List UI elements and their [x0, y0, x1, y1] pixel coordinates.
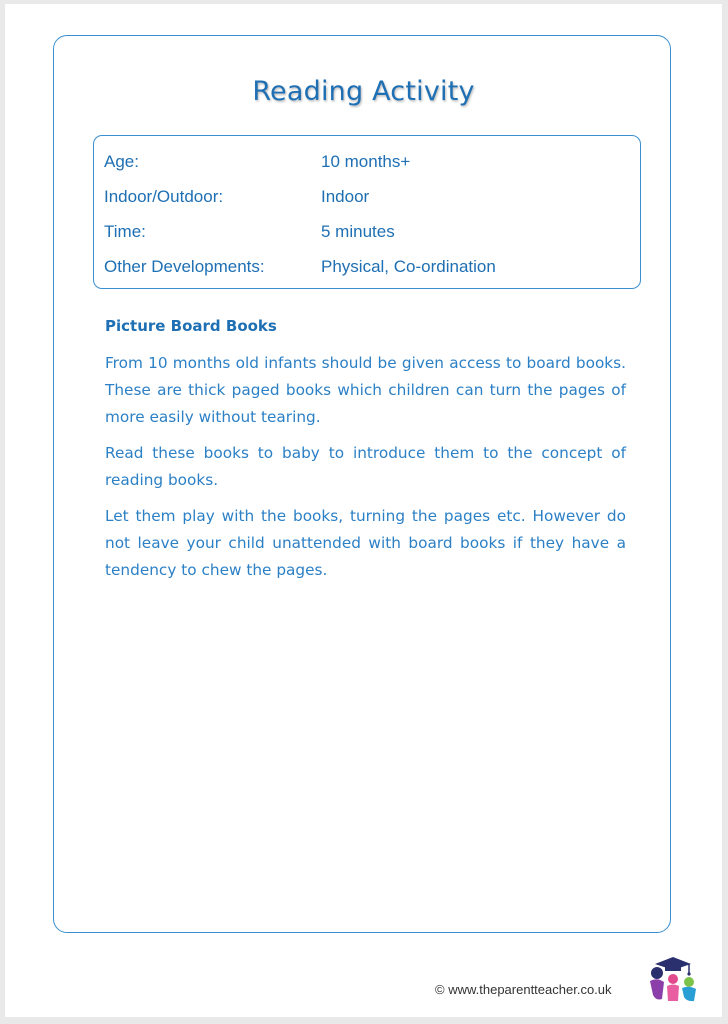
section-title: Picture Board Books [105, 317, 277, 335]
time-value: 5 minutes [321, 222, 395, 241]
info-row-time [104, 222, 630, 246]
body-paragraph: Read these books to baby to introduce them to the concept of reading books. [105, 444, 626, 489]
location-value: Indoor [321, 187, 370, 206]
age-value: 10 months+ [321, 152, 411, 171]
time-label: Time: [104, 222, 146, 241]
body-paragraph: From 10 months old infants should be given access to board books. These are thick paged books which children can turn the pages of more easily without tearing. [105, 354, 626, 426]
the-parent-teacher-logo-icon [647, 955, 699, 1003]
info-row-other-developments [104, 257, 630, 281]
footer-website: © www.theparentteacher.co.uk [435, 982, 612, 997]
location-label: Indoor/Outdoor: [104, 187, 224, 206]
page-title: Reading Activity [252, 76, 475, 107]
info-row-age [104, 152, 630, 176]
other-developments-value: Physical, Co-ordination [321, 257, 496, 276]
activity-info-box [93, 135, 641, 289]
info-row-location [104, 187, 630, 211]
age-label: Age: [104, 152, 139, 171]
other-developments-label: Other Developments: [104, 257, 265, 276]
document-page [5, 4, 722, 1017]
body-paragraph: Let them play with the books, turning the pages etc. However do not leave your child unattended with board books if they have a tendency to chew the pages. [105, 507, 626, 579]
section-body [105, 350, 626, 593]
